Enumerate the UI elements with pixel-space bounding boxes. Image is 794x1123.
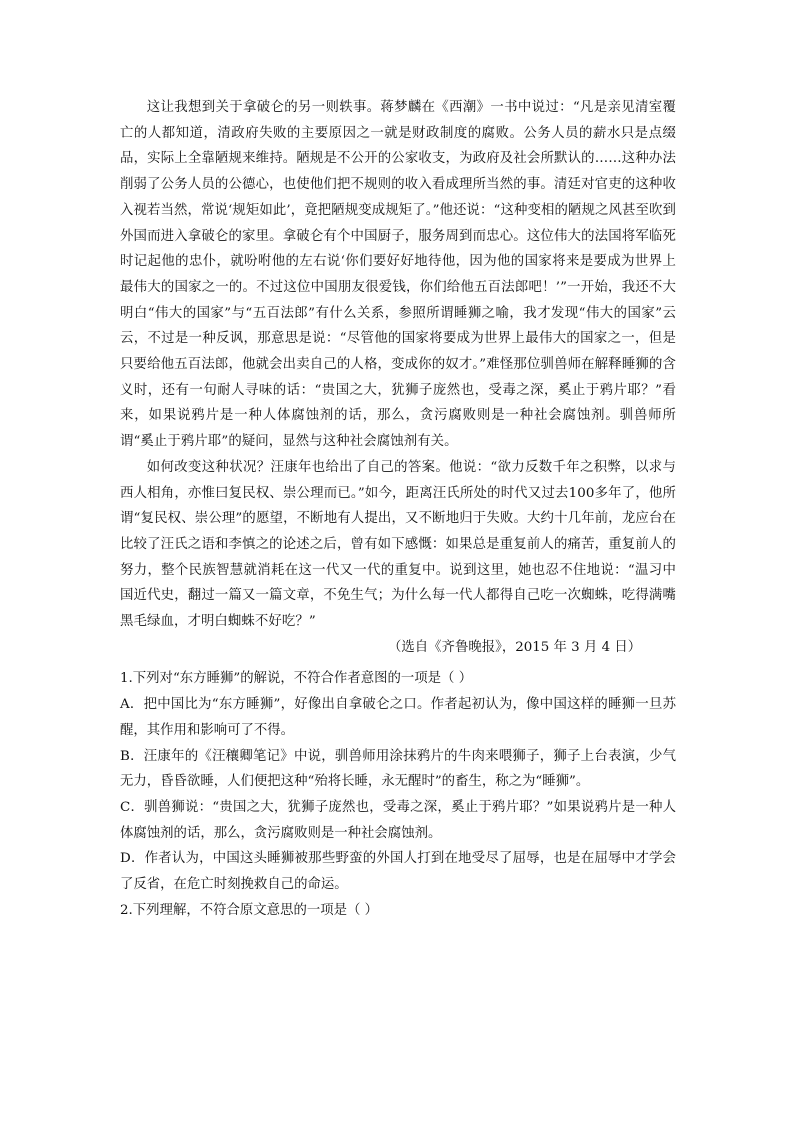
question-1-option-b: B．汪康年的《汪穰卿笔记》中说，驯兽师用涂抹鸦片的牛肉来喂狮子，狮子上台表演，少气无力，昏昏欲睡，人们便把这种“殆将长睡，永无醒时”的畜生，称之为“睡狮”。 bbox=[120, 748, 676, 790]
question-2 bbox=[120, 898, 676, 924]
question-1-option-d: D．作者认为，中国这头睡狮被那些野蛮的外国人打到在地受尽了屈辱，也是在屈辱中才学会了反省，在危亡时刻挽救自己的命运。 bbox=[120, 851, 676, 893]
question-1-option-c: C．驯兽狮说：“贵国之大，犹狮子庞然也，受毒之深，奚止于鸦片耶？”如果说鸦片是一种人体腐蚀剂的话，那么，贪污腐败则是一种社会腐蚀剂。 bbox=[120, 799, 676, 841]
question-1-option-a: A．把中国比为“东方睡狮”，好像出自拿破仑之口。作者起初认为，像中国这样的睡狮一旦苏醒，其作用和影响可了不得。 bbox=[120, 697, 676, 738]
question-1 bbox=[120, 666, 676, 897]
passage-paragraph-1: 这让我想到关于拿破仑的另一则轶事。蒋梦麟在《西潮》一书中说过：“凡是亲见清室覆亡的人都知道，清政府失败的主要原因之一就是财政制度的腐败。公务人员的薪水只是点缀品，实际上全靠陋规来维持。陋规是不公开的公家收支，为政府及社会所默认的……这种办法削弱了公务人员的公德心，也使他们把不规则的收入看成理所当然的事。清廷对官吏的这种收入视若当然，常说‘规矩如此’，竟把陋规变成规矩了。”他还说：“这种变相的陋规之风甚至吹到外国而进入拿破仑的家里。拿破仑有个中国厨子，服务周到而忠心。这位伟大的法国将军临死时记起他的忠仆，就吩咐他的左右说‘你们要好好地待他，因为他的国家将来是要成为世界上最伟大的国家之一的。不过这位中国朋友很爱钱，你们给他五百法郎吧！’”一开始，我还不大明白“伟大的国家”与“五百法郎”有什么关系，参照所谓睡狮之喻，我才发现“伟大的国家”云云，不过是一种反讽，那意思是说：“尽管他的国家将要成为世界上最伟大的国家之一，但是只要给他五百法郎，他就会出卖自己的人格，变成你的奴才。”难怪那位驯兽师在解释睡狮的含义时，还有一句耐人寻味的话：“贵国之大，犹狮子庞然也，受毒之深，奚止于鸦片耶？”看来，如果说鸦片是一种人体腐蚀剂的话，那么，贪污腐败则是一种社会腐蚀剂。驯兽师所谓“奚止于鸦片耶”的疑问，显然与这种社会腐蚀剂有关。 bbox=[120, 100, 676, 450]
question-1-stem: 1.下列对“东方睡狮”的解说，不符合作者意图的一项是（ ） bbox=[120, 671, 473, 687]
passage-source: （选自《齐鲁晚报》，2015 年 3 月 4 日） bbox=[388, 639, 642, 655]
page-content bbox=[120, 95, 676, 924]
question-2-stem: 2.下列理解，不符合原文意思的一项是（ ） bbox=[120, 902, 379, 918]
passage-paragraph-2: 如何改变这种状况？汪康年也给出了自己的答案。他说：“欲力反数千年之积弊，以求与西人相角，亦惟曰复民权、崇公理而已。”如今，距离汪氏所处的时代又过去100多年了，他所谓“复民权、崇公理”的愿望，不断地有人提出，又不断地归于失败。大约十几年前，龙应台在比较了汪氏之语和李慎之的论述之后，曾有如下感慨：如果总是重复前人的痛苦，重复前人的努力，整个民族智慧就消耗在这一代又一代的重复中。说到这里，她也忍不住地说：“温习中国近代史，翻过一篇又一篇文章，不免生气；为什么每一代人都得自己吃一次蜘蛛，吃得满嘴黑毛绿血，才明白蜘蛛不好吃？” bbox=[120, 459, 676, 630]
